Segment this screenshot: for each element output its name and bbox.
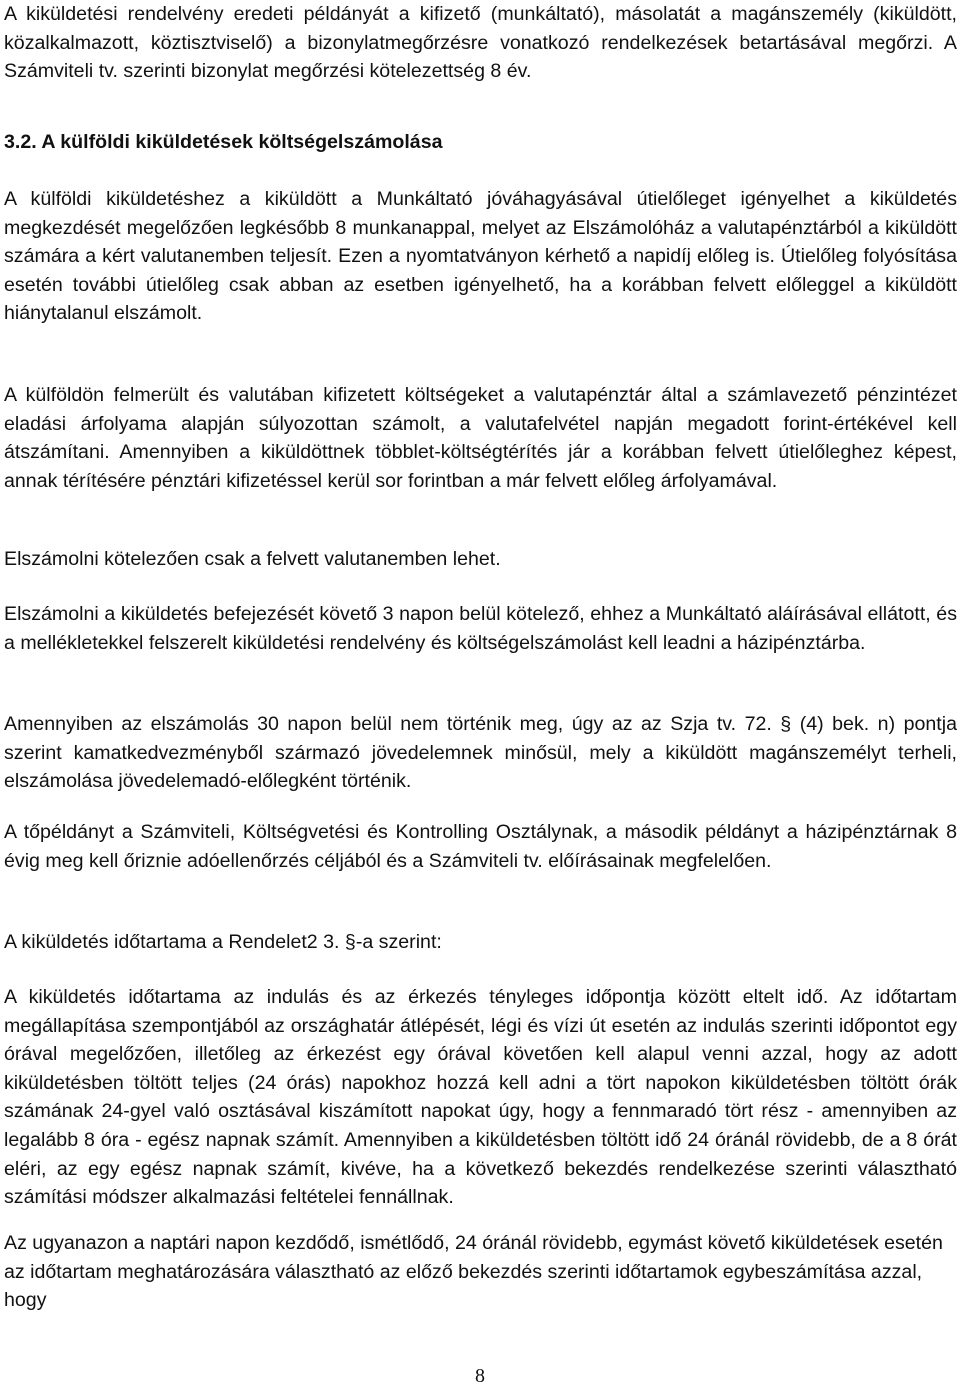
intro-paragraph: A kiküldetési rendelvény eredeti példányát a kifizető (munkáltató), másolatát a magánszemély (kiküldött, közalkalmazott, köztisztviselő) a bizonylatmegőrzésre vonatkozó rendelkezések betartásával megőrzi. A Számviteli tv. szerinti bizonylat megőrzési kötelezettség 8 év. xyxy=(4,3,957,83)
paragraph-currency-rule: Elszámolni kötelezően csak a felvett valutanemben lehet. xyxy=(4,548,501,570)
paragraph-currency-conversion: A külföldön felmerült és valutában kifizetett költségeket a valutapénztár által a számlavezető pénzintézet eladási árfolyama alapján súlyozottan számolt, a valutafelvétel napján megadott forint-értékével kell átszámítani. Amennyiben a kiküldöttnek többlet-költségtérítés jár a korábban felvett útielőleghez képest, annak térítésére pénztári kifizetéssel kerül sor forintban a már felvett előleg árfolyamával. xyxy=(4,384,957,492)
paragraph-block-9 xyxy=(4,1229,957,1315)
paragraph-duration-intro: A kiküldetés időtartama a Rendelet2 3. §-a szerint: xyxy=(4,931,442,953)
paragraph-block-4 xyxy=(4,600,957,657)
document-page xyxy=(4,0,957,86)
paragraph-interest-benefit: Amennyiben az elszámolás 30 napon belül nem történik meg, úgy az az Szja tv. 72. § (4) bek. n) pontja szerint kamatkedvezményből származó jövedelemnek minősül, mely a kiküldött magánszemélyt terheli, elszámolása jövedelemadó-előlegként történik. xyxy=(4,713,957,793)
paragraph-block-8 xyxy=(4,983,957,1212)
paragraph-settlement-deadline: Elszámolni a kiküldetés befejezését követő 3 napon belül kötelező, ehhez a Munkáltató aláírásával ellátott, és a mellékletekkel felszerelt kiküldetési rendelvény és költségelszámolást kell leadni a házipénztárba. xyxy=(4,603,957,654)
paragraph-block-2 xyxy=(4,381,957,495)
paragraph-block-7 xyxy=(4,928,957,957)
paragraph-duration-definition: A kiküldetés időtartama az indulás és az érkezés tényleges időpontja között eltelt idő. Az időtartam megállapítása szempontjából az országhatár átlépését, légi és vízi út esetén az indulás szerinti időpontot egy órával megelőzően, illetőleg az érkezést egy órával követően kell alapul venni azzal, hogy az adott kiküldetésben töltött teljes (24 órás) napokhoz hozzá kell adni a tört napokon kiküldetésben töltött órák számának 24-gyel való osztásával kiszámított napokat úgy, hogy a fennmaradó tört rész - amennyiben az legalább 8 óra - egész napnak számít. Amennyiben a kiküldetésben töltött idő 24 óránál rövidebb, de a 8 órát eléri, az egy egész napnak számít, kivéve, ha a következő bekezdés rendelkezése szerinti választható számítási módszer alkalmazási feltételei fennállnak. xyxy=(4,986,957,1209)
paragraph-repeated-trips: Az ugyanazon a naptári napon kezdődő, ismétlődő, 24 óránál rövidebb, egymást követő kiküldetések esetén az időtartam meghatározására választható az előző bekezdés szerinti időtartamok egybeszámítása azzal, hogy xyxy=(4,1232,943,1312)
paragraph-block-6 xyxy=(4,818,957,875)
paragraph-block-1 xyxy=(4,185,957,328)
paragraph-retention: A tőpéldányt a Számviteli, Költségvetési és Kontrolling Osztálynak, a második példányt a házipénztárnak 8 évig meg kell őriznie adóellenőrzés céljából és a Számviteli tv. előírásainak megfelelően. xyxy=(4,821,957,872)
section-heading: 3.2. A külföldi kiküldetések költségelszámolása xyxy=(4,131,443,153)
paragraph-advance: A külföldi kiküldetéshez a kiküldött a Munkáltató jóváhagyásával útielőleget igényelhet a kiküldetés megkezdését megelőzően legkésőbb 8 munkanappal, melyet az Elszámolóház a valutapénztárból a kiküldött számára a kért valutanemben teljesít. Ezen a nyomtatványon kérhető a napidíj előleg is. Útielőleg folyósítása esetén további útielőleg csak abban az esetben igényelhető, ha a korábban felvett előleggel a kiküldött hiánytalanul elszámolt. xyxy=(4,188,957,325)
paragraph-block-3 xyxy=(4,545,957,574)
section-block xyxy=(4,128,957,157)
paragraph-block-5 xyxy=(4,710,957,796)
page-number: 8 xyxy=(475,1365,485,1387)
